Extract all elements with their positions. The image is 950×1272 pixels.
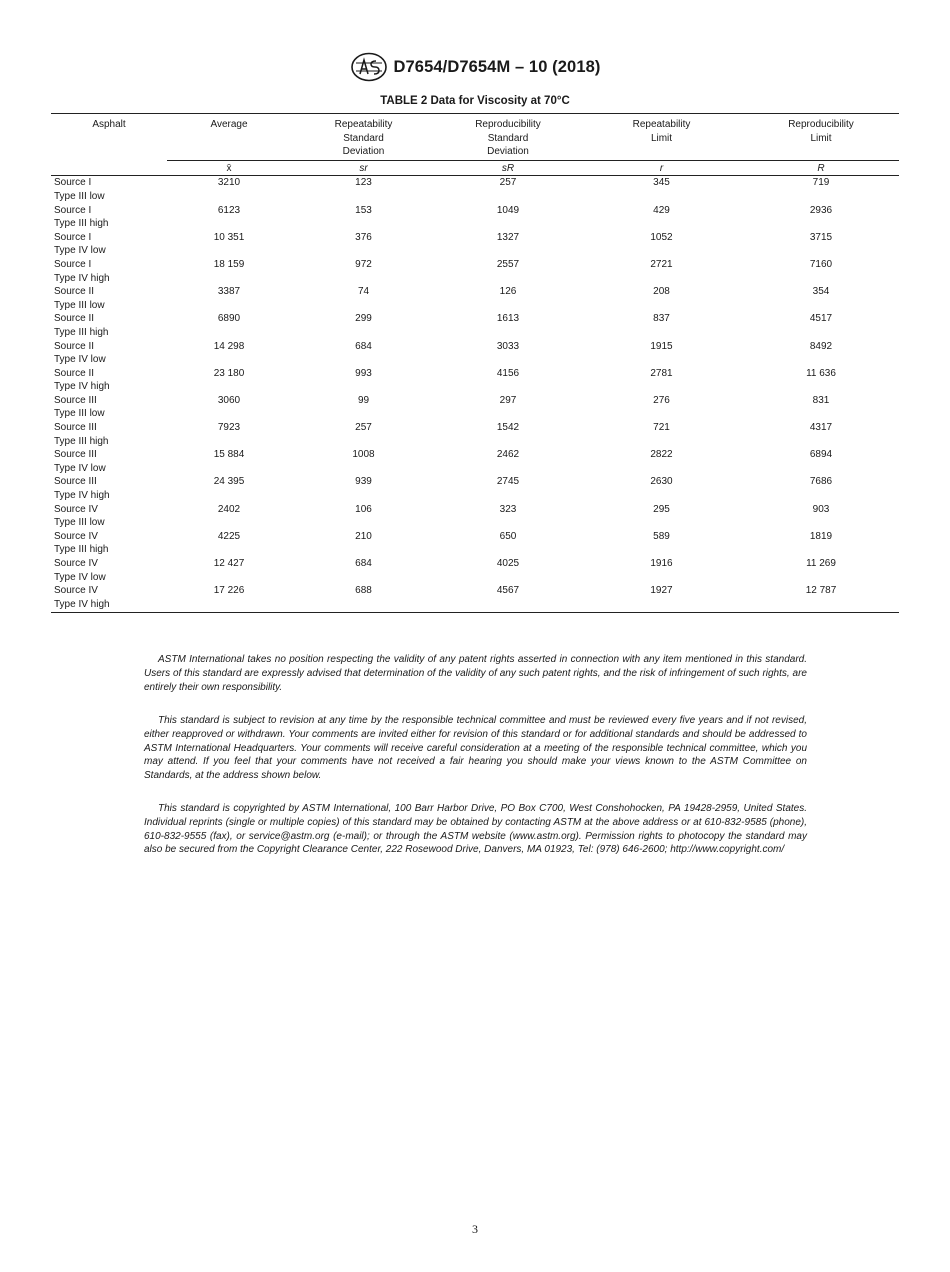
asphalt-source: Source IV <box>54 558 98 569</box>
value-cell: 7923 <box>217 422 241 434</box>
value-cell: 4225 <box>217 530 241 542</box>
table-row <box>51 340 899 367</box>
column-header <box>436 114 580 161</box>
value-cell: 4156 <box>496 367 520 379</box>
table-row <box>51 285 899 312</box>
value-cell: 323 <box>499 503 517 515</box>
value-cell: 2936 <box>809 204 833 216</box>
value-cell: 2402 <box>217 503 241 515</box>
asphalt-source: Source I <box>54 204 92 216</box>
value-cell: 3715 <box>809 231 833 243</box>
asphalt-cell <box>51 204 167 231</box>
asphalt-type: Type III high <box>54 544 109 556</box>
asphalt-type: Type III low <box>54 299 105 311</box>
value-cell: 23 180 <box>213 367 245 379</box>
value-cell: 2822 <box>650 449 673 461</box>
value-cell: 589 <box>653 530 670 542</box>
value-cell: 74 <box>357 286 370 298</box>
value-cell: 123 <box>355 177 372 189</box>
value-cell: 297 <box>499 394 517 406</box>
value-cell: 257 <box>499 177 517 189</box>
value-cell: 12 787 <box>743 584 899 613</box>
value-cell: 15 884 <box>213 449 245 461</box>
asphalt-cell <box>51 503 167 530</box>
asphalt-source: Source II <box>54 340 95 352</box>
value-cell: 4517 <box>809 313 833 325</box>
table-row <box>51 475 899 502</box>
asphalt-cell <box>51 340 167 367</box>
asphalt-type: Type IV high <box>54 598 110 610</box>
asphalt-type: Type IV high <box>54 381 110 393</box>
copyright-notice: This standard is copyrighted by ASTM International, 100 Barr Harbor Drive, PO Box C700, West Conshohocken, PA 19428-2959, United States. Individual reprints (single or multiple copies) of this standard may be obtained by contacting ASTM at the above address or at 610-832-9585 (phone), 610-832-9555 (fax), or service@astm.org (e-mail); or through the ASTM website (www.astm.org). Permission rights to photocopy the standard may also be secured from the Copyright Clearance Center, 222 Rosewood Drive, Danvers, MA 01923, Tel: (978) 646-2600; http://www.copyright.com/ <box>144 803 807 856</box>
asphalt-source: Source I <box>54 231 92 243</box>
value-cell: 3387 <box>217 286 241 298</box>
value-cell: 1916 <box>650 558 673 569</box>
asphalt-source: Source IV <box>54 530 98 542</box>
asphalt-type: Type III low <box>54 517 105 529</box>
table-row <box>51 231 899 258</box>
value-cell: 2781 <box>650 367 673 379</box>
column-header <box>51 114 167 161</box>
value-cell: 17 226 <box>167 584 291 613</box>
asphalt-cell <box>51 421 167 448</box>
column-symbol: sr <box>291 160 436 176</box>
value-cell: 2721 <box>650 258 673 270</box>
value-cell: 10 351 <box>213 231 245 243</box>
value-cell: 721 <box>653 422 670 434</box>
value-cell: 719 <box>812 177 830 189</box>
value-cell: 1327 <box>496 231 520 243</box>
column-header <box>167 114 291 161</box>
value-cell: 688 <box>291 584 436 613</box>
column-header-line: Asphalt <box>92 119 126 130</box>
column-header-line: Limit <box>810 132 832 144</box>
asphalt-cell <box>51 312 167 339</box>
value-cell: 2630 <box>650 476 673 488</box>
asphalt-type: Type IV low <box>54 571 106 583</box>
column-header-line: Limit <box>650 132 673 144</box>
column-header-line: Repeatability <box>632 119 691 130</box>
asphalt-source: Source IV <box>54 585 98 597</box>
asphalt-cell <box>51 367 167 394</box>
value-cell: 2462 <box>496 449 520 461</box>
table-header-row <box>51 114 899 161</box>
value-cell: 6123 <box>217 204 241 216</box>
value-cell: 345 <box>653 177 670 189</box>
asphalt-source: Source II <box>54 367 95 379</box>
value-cell: 650 <box>499 530 517 542</box>
value-cell: 7160 <box>809 258 833 270</box>
value-cell: 429 <box>653 204 670 216</box>
value-cell: 1052 <box>650 231 673 243</box>
column-symbol: x̄ <box>167 160 291 176</box>
table-row <box>51 421 899 448</box>
value-cell: 6890 <box>217 313 241 325</box>
value-cell: 3060 <box>217 394 241 406</box>
value-cell: 903 <box>812 503 830 515</box>
revision-notice: This standard is subject to revision at any time by the responsible technical committee and must be reviewed every five years and if not revised, either reapproved or withdrawn. Your comments are invited either for revision of this standard or for additional standards and should be addressed to ASTM International Headquarters. Your comments will receive careful consideration at a meeting of the responsible technical committee, which you may attend. If you feel that your comments have not received a fair hearing you should make your views known to the ASTM Committee on Standards, at the address shown below. <box>144 715 807 782</box>
table-row <box>51 530 899 557</box>
value-cell: 939 <box>355 476 372 488</box>
column-symbol <box>51 160 167 176</box>
value-cell: 299 <box>355 313 372 325</box>
value-cell: 1927 <box>580 584 743 613</box>
value-cell: 993 <box>355 367 372 379</box>
value-cell: 295 <box>653 503 670 515</box>
column-header-line: Deviation <box>487 146 529 158</box>
asphalt-cell <box>51 584 167 613</box>
asphalt-cell <box>51 394 167 421</box>
value-cell: 11 269 <box>806 558 836 569</box>
value-cell: 126 <box>499 286 517 298</box>
column-header <box>580 114 743 161</box>
column-symbol: R <box>743 160 899 176</box>
table-body <box>51 176 899 613</box>
value-cell: 972 <box>355 258 372 270</box>
asphalt-cell <box>51 258 167 285</box>
astm-logo-icon <box>350 52 388 82</box>
value-cell: 837 <box>653 313 670 325</box>
value-cell: 684 <box>355 340 372 352</box>
asphalt-type: Type IV low <box>54 354 106 366</box>
asphalt-cell <box>51 448 167 475</box>
table-row <box>51 503 899 530</box>
asphalt-source: Source II <box>54 313 95 325</box>
value-cell: 208 <box>653 286 670 298</box>
table-row <box>51 204 899 231</box>
column-header-line: Standard <box>487 132 529 144</box>
column-header-line: Average <box>210 119 248 130</box>
value-cell: 14 298 <box>213 340 245 352</box>
value-cell: 4567 <box>436 584 580 613</box>
asphalt-type: Type IV high <box>54 490 110 502</box>
standard-designation: D7654/D7654M – 10 (2018) <box>393 57 601 76</box>
table-row <box>51 367 899 394</box>
viscosity-data-table <box>51 113 899 613</box>
asphalt-cell <box>51 176 167 204</box>
asphalt-type: Type III high <box>54 218 109 230</box>
asphalt-source: Source III <box>54 476 97 488</box>
asphalt-type: Type IV high <box>54 272 110 284</box>
value-cell: 4317 <box>809 422 833 434</box>
table-row <box>51 258 899 285</box>
asphalt-type: Type III high <box>54 326 109 338</box>
column-header-line: Reproducibility <box>788 119 854 130</box>
column-symbol: r <box>580 160 743 176</box>
table-symbol-row <box>51 160 899 176</box>
value-cell: 99 <box>357 394 370 406</box>
asphalt-source: Source III <box>54 449 97 461</box>
column-header-line: Deviation <box>342 146 385 158</box>
column-header-line: Standard <box>343 132 384 144</box>
value-cell: 684 <box>355 558 372 569</box>
asphalt-cell <box>51 475 167 502</box>
value-cell: 3033 <box>496 340 520 352</box>
value-cell: 831 <box>812 394 830 406</box>
table-row <box>51 394 899 421</box>
asphalt-cell <box>51 231 167 258</box>
page-number: 3 <box>472 1222 478 1236</box>
value-cell: 257 <box>355 422 372 434</box>
value-cell: 3210 <box>217 177 241 189</box>
table-title: TABLE 2 Data for Viscosity at 70°C <box>380 95 570 107</box>
value-cell: 24 395 <box>213 476 245 488</box>
table-row <box>51 557 899 584</box>
column-header-line: Repeatability <box>334 119 393 130</box>
value-cell: 12 427 <box>213 558 245 569</box>
table-row <box>51 176 899 204</box>
value-cell: 4025 <box>496 558 520 569</box>
asphalt-source: Source I <box>54 258 92 270</box>
asphalt-type: Type III low <box>54 190 105 202</box>
patent-notice: ASTM International takes no position respecting the validity of any patent rights asserted in connection with any item mentioned in this standard. Users of this standard are expressly advised that determination of the validity of any such patent rights, and the risk of infringement of such rights, are entirely their own responsibility. <box>144 654 807 693</box>
asphalt-type: Type IV low <box>54 462 106 474</box>
value-cell: 1819 <box>809 530 833 542</box>
asphalt-type: Type IV low <box>54 245 106 257</box>
table-row <box>51 448 899 475</box>
value-cell: 6894 <box>809 449 833 461</box>
asphalt-source: Source IV <box>54 503 98 515</box>
value-cell: 11 636 <box>806 367 836 379</box>
column-header-line: Reproducibility <box>475 119 541 130</box>
viscosity-table-container <box>51 113 899 613</box>
value-cell: 18 159 <box>213 258 245 270</box>
value-cell: 1915 <box>650 340 673 352</box>
asphalt-source: Source II <box>54 286 95 298</box>
page-header <box>0 52 950 82</box>
value-cell: 354 <box>812 286 830 298</box>
value-cell: 8492 <box>809 340 833 352</box>
value-cell: 1613 <box>496 313 520 325</box>
asphalt-source: Source I <box>54 177 92 189</box>
asphalt-type: Type III low <box>54 408 105 420</box>
asphalt-source: Source III <box>54 394 97 406</box>
column-symbol: sR <box>436 160 580 176</box>
value-cell: 1008 <box>352 449 375 461</box>
asphalt-cell <box>51 530 167 557</box>
value-cell: 276 <box>653 394 670 406</box>
value-cell: 210 <box>355 530 372 542</box>
value-cell: 376 <box>355 231 372 243</box>
value-cell: 2745 <box>496 476 520 488</box>
value-cell: 153 <box>355 204 372 216</box>
value-cell: 1049 <box>496 204 520 216</box>
value-cell: 106 <box>355 503 372 515</box>
asphalt-cell <box>51 285 167 312</box>
asphalt-source: Source III <box>54 422 97 434</box>
table-row <box>51 584 899 613</box>
value-cell: 7686 <box>809 476 833 488</box>
table-row <box>51 312 899 339</box>
value-cell: 1542 <box>496 422 520 434</box>
column-header <box>291 114 436 161</box>
column-header <box>743 114 899 161</box>
asphalt-type: Type III high <box>54 435 109 447</box>
asphalt-cell <box>51 557 167 584</box>
value-cell: 2557 <box>496 258 520 270</box>
